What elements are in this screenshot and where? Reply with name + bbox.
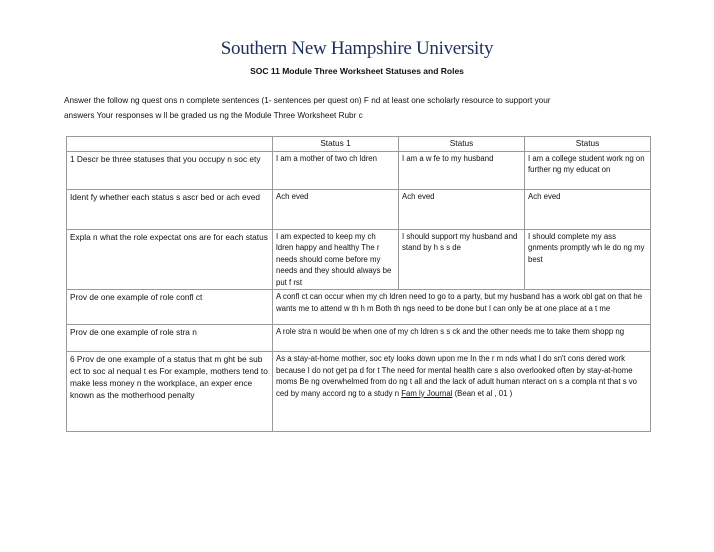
table-row	[67, 325, 651, 352]
answer-1-status-2: I am a w fe to my husband	[399, 151, 525, 189]
table-row	[67, 352, 651, 432]
answer-6-text: As a stay-at-home mother, soc ety looks down upon me In the r m nds what I do sn't cons dered work because I do not get pa d for t The need for mental health care s also overlooked often by stay-at-home moms Be ng overwhelmed from do ng t all and the lack of adult human nteract on s a compla nt that s vo ced by many accord ng to a study n	[276, 354, 638, 398]
header-status-2: Status	[399, 137, 525, 152]
instructions-line-1: Answer the follow ng quest ons n complete sentences (1- sentences per quest on) F nd at least one scholarly resource to support your	[64, 96, 551, 105]
worksheet-title: SOC 11 Module Three Worksheet Statuses and Roles	[250, 66, 464, 76]
table-row	[67, 189, 651, 229]
table-row	[67, 229, 651, 290]
answer-6	[273, 352, 651, 432]
university-logo: Southern New Hampshire University	[220, 38, 494, 59]
header-status-3: Status	[525, 137, 651, 152]
instructions	[64, 94, 654, 123]
header-empty-cell	[67, 137, 273, 152]
instructions-line-2: answers Your responses w ll be graded us ng the Module Three Worksheet Rubr c	[64, 110, 363, 120]
answer-1-status-3: I am a college student work ng on further ng my educat on	[525, 151, 651, 189]
header-status-1: Status 1	[273, 137, 399, 152]
answer-4: A confl ct can occur when my ch ldren need to go to a party, but my husband has a work obl gat on that he wants me to attend w th h m Both th ngs need to be done but I can only be at one place at a t me	[273, 290, 651, 325]
answer-2-status-3: Ach eved	[525, 189, 651, 229]
question-6: 6 Prov de one example of a status that m ght be sub ect to soc al nequal t es For example, mothers tend to make less money n the workplace, an exper ence known as the motherhood penalty	[67, 352, 273, 432]
answer-2-status-1: Ach eved	[273, 189, 399, 229]
answer-2-status-2: Ach eved	[399, 189, 525, 229]
answer-5: A role stra n would be when one of my ch ldren s s ck and the other needs me to take them shopp ng	[273, 325, 651, 352]
question-3: Expla n what the role expectat ons are for each status	[67, 229, 273, 290]
question-5: Prov de one example of role stra n	[67, 325, 273, 352]
answer-3-status-1: I am expected to keep my ch ldren happy and healthy The r needs should come before my needs and they should always be put f rst	[273, 229, 399, 290]
answer-3-status-2: I should support my husband and stand by h s s de	[399, 229, 525, 290]
question-4: Prov de one example of role confl ct	[67, 290, 273, 325]
answer-3-status-3: I should complete my ass gnments promptly wh le do ng my best	[525, 229, 651, 290]
header-row	[67, 137, 651, 152]
question-2: Ident fy whether each status s ascr bed or ach eved	[67, 189, 273, 229]
citation-tail: (Bean et al , 01 )	[452, 388, 513, 398]
answer-1-status-1: I am a mother of two ch ldren	[273, 151, 399, 189]
table-row	[67, 290, 651, 325]
worksheet-table	[66, 136, 651, 432]
citation-link[interactable]: Fam ly Journal	[401, 388, 453, 398]
table-row	[67, 151, 651, 189]
question-1: 1 Descr be three statuses that you occupy n soc ety	[67, 151, 273, 189]
